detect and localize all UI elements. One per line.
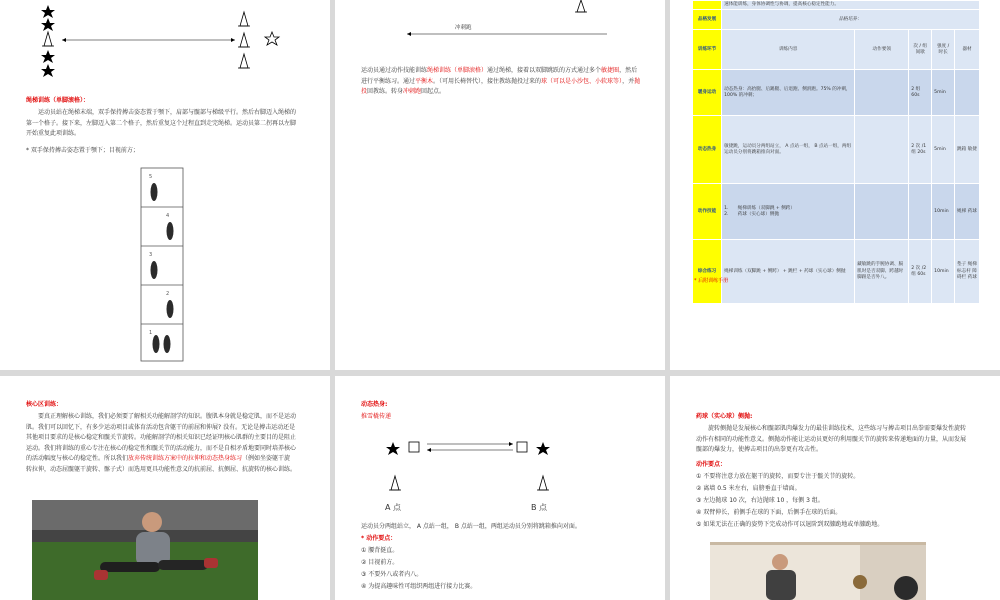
table-row: 综合练习 绳梯训练（双脚跳 + 侧跨） + 跳栏 + 药球（实心球）侧抛 藏敏跳的手腕协调、膈肌时是否双脚、跨越时脚跟是否外八。 2 次 /2 组 60s 10min 垫子 绳梯 标志杆 障碍栏 药球 (693, 240, 980, 304)
footprint-icon (167, 222, 174, 240)
core-training-photo (32, 500, 258, 600)
footprint-icon (167, 300, 174, 318)
footprint-icon (164, 335, 171, 353)
star-icon (386, 442, 400, 455)
core-heading: 核心区训练： (26, 401, 63, 408)
page-4 (0, 376, 330, 600)
medball-body: 旋转侧抛是发展核心和髋部肌肉爆发力的最佳训练技术，这些练习与搏击项目出拳需要爆发性旋转动作有相同的功能性意义。侧抛动作能让运动员更好的利用髋关节的旋转来传递地面的力量，从而发展髋部的爆发力，使搏击项目的出拳更有攻击性。 (696, 425, 967, 453)
star-icon (41, 5, 55, 18)
footprint-icon (153, 335, 160, 353)
course-description: 运动员通过动作技能训练绳梯训练（单脚滚格）通过绳梯，接着以双脚跳跃的方式通过多个敏捷圈，然后进行平衡练习。通过平衡木。（可用长椅替代），接住教练抛投过来的球（可以是小沙包、小软球等），并抛投回教练。转身冲刺跑回起点。 (361, 67, 641, 95)
cone-icon (42, 32, 54, 46)
header-phase: 训练环节 (693, 30, 722, 70)
ladder-note: * 双手保持搏击姿态置于颚下；目视前方； (26, 147, 139, 154)
core-body: 要真正理解核心训练，我们必须要了解相关功能解剖学的知识。腹肌本身就是稳定肌，而不是运动肌。我们可以回忆下，有多少运动项目或体育活动包含躯干的前屈和伸展? 没有。无论是搏击运动还是其他项目要求的是核心稳定和髋关节旋转。功能解剖学的相关知识已经证明核心肌群的主要目的是阻止运动。我们将训练的重心专注在核心的稳定性和髋关节的活动能力，而不是自相矛盾地要同时培养核心的活动幅度与核心的稳定性。所以我们放弃传统训练方案中的拉伸和动态热身练习（例如坐姿躯干旋转拉伸，动态屈髋躯干旋转、髂子式）而选用更具功能性意义的抗前屈、抗侧屈、抗旋转的核心训练。 (26, 413, 297, 473)
cone-icon (575, 0, 587, 12)
list-item: ① 腰背挺直。 (361, 547, 399, 554)
training-plan-table (692, 0, 980, 304)
footprint-icon (151, 261, 158, 279)
medball-throw-photo (710, 542, 926, 600)
star-icon (41, 64, 55, 77)
cone-icon (238, 12, 250, 26)
ladder-number: 3 (149, 252, 153, 258)
footprint-icon (151, 183, 158, 201)
star-icon (41, 18, 55, 31)
warmup-body: 运动员分两组站立， A 点站一组， B 点站一组，两组运动员分别将跳箱推向对面。 (361, 523, 581, 530)
list-item: ④ 为提高趣味性可组织两组进行接力比赛。 (361, 583, 477, 590)
point-b-label: B 点 (531, 503, 548, 512)
table-row: 动作技能 1. 绳梯训练（双脚跳 + 侧跨） 2. 药球（实心球）侧抛 10min 绳梯 药球 (693, 184, 980, 240)
star-outline-icon (265, 32, 279, 45)
cone-icon (238, 54, 250, 68)
drill-diagram (30, 0, 300, 80)
table-row: 暖身运动 动态热身：高抬腿、后踢腿、后退跑、侧滑跑。75% 的冲刺， 100% 的冲刺； 2 组 60s 5min (693, 70, 980, 116)
star-icon (536, 442, 550, 455)
ladder-number: 2 (166, 291, 170, 297)
page-1 (0, 0, 330, 370)
list-item: ⑤ 如果无法在正确的姿势下完成动作可以退阶到双膝跪地或单膝跪地。 (696, 521, 884, 528)
star-icon (41, 50, 55, 63)
medball-heading: 药球（实心球）侧抛: (696, 413, 753, 420)
list-item: ③ 左边抛球 10 次，右边抛球 10 ，每侧 3 组。 (696, 497, 824, 504)
medball-points-heading: 动作要点： (696, 461, 727, 468)
sled-push-diagram (385, 436, 575, 506)
table-footnote: * 后附训练手册 (694, 278, 729, 284)
box-icon (517, 442, 527, 452)
page-3 (670, 0, 1000, 370)
point-a-label: A 点 (385, 503, 402, 512)
row-label-quality: 品格发展 (693, 10, 722, 30)
list-item: ④ 双臂伸长，前侧手在球的下面，后侧手在球的后面。 (696, 509, 842, 516)
box-icon (409, 442, 419, 452)
warmup-points-heading: * 动作要点： (361, 535, 397, 542)
ladder-body: 运动员站在绳梯末端，双手保持搏击姿态置于颚下，肩部与髋部与梯级平行。然后右脚迈入绳梯的第一个格子。接下来，左脚迈入第二个格子，然后重复这个过程直到走完绳梯。运动员第二拐再以左脚开始重复此项训练。 (26, 109, 297, 137)
list-item: ② 离墙 0.5 米左右，肩膀垂直于墙面。 (696, 485, 801, 492)
header-equipment: 器材 (955, 30, 980, 70)
table-top-partial: 速体能训练，身体协调性与协调，提高核心稳定性能力。 (722, 1, 980, 10)
header-sets: 次 / 组 间歇 (909, 30, 932, 70)
header-intensity: 强度 / 时长 (932, 30, 955, 70)
page-6 (670, 376, 1000, 600)
ladder-heading: 绳梯训练（单脚滚格）： (26, 97, 90, 104)
ladder-number: 5 (149, 174, 153, 180)
list-item: ② 目视前方。 (361, 559, 399, 566)
table-row: 动态热身 敏捷跳，运动员分两组站立， A 点站一组， B 点站一组，两组运动员分别将跳箱推向对面。 2 次 /1 组 20s 5min 跳箱 敏捷 (693, 116, 980, 184)
warmup-subheading: 推雪橇传递 (361, 413, 392, 420)
page-5 (335, 376, 665, 600)
page-2 (335, 0, 665, 370)
ladder-number: 4 (166, 213, 170, 219)
cone-icon (537, 476, 549, 490)
cone-icon (238, 33, 250, 47)
rope-ladder-diagram (140, 167, 184, 362)
header-method: 动作要领 (855, 30, 909, 70)
ladder-number: 1 (149, 330, 153, 336)
list-item: ③ 不要外八或者内八。 (361, 571, 423, 578)
list-item: ① 不要将注意力放在躯干的旋转，而要专注于髋关节的旋转。 (696, 473, 860, 480)
sprint-label: 冲刺跑 (455, 25, 472, 31)
header-content: 训练内容 (722, 30, 855, 70)
quality-value: 品格培养： (722, 10, 980, 30)
sprint-diagram (395, 0, 615, 50)
warmup-heading: 动态热身: (361, 401, 388, 408)
cone-icon (389, 476, 401, 490)
